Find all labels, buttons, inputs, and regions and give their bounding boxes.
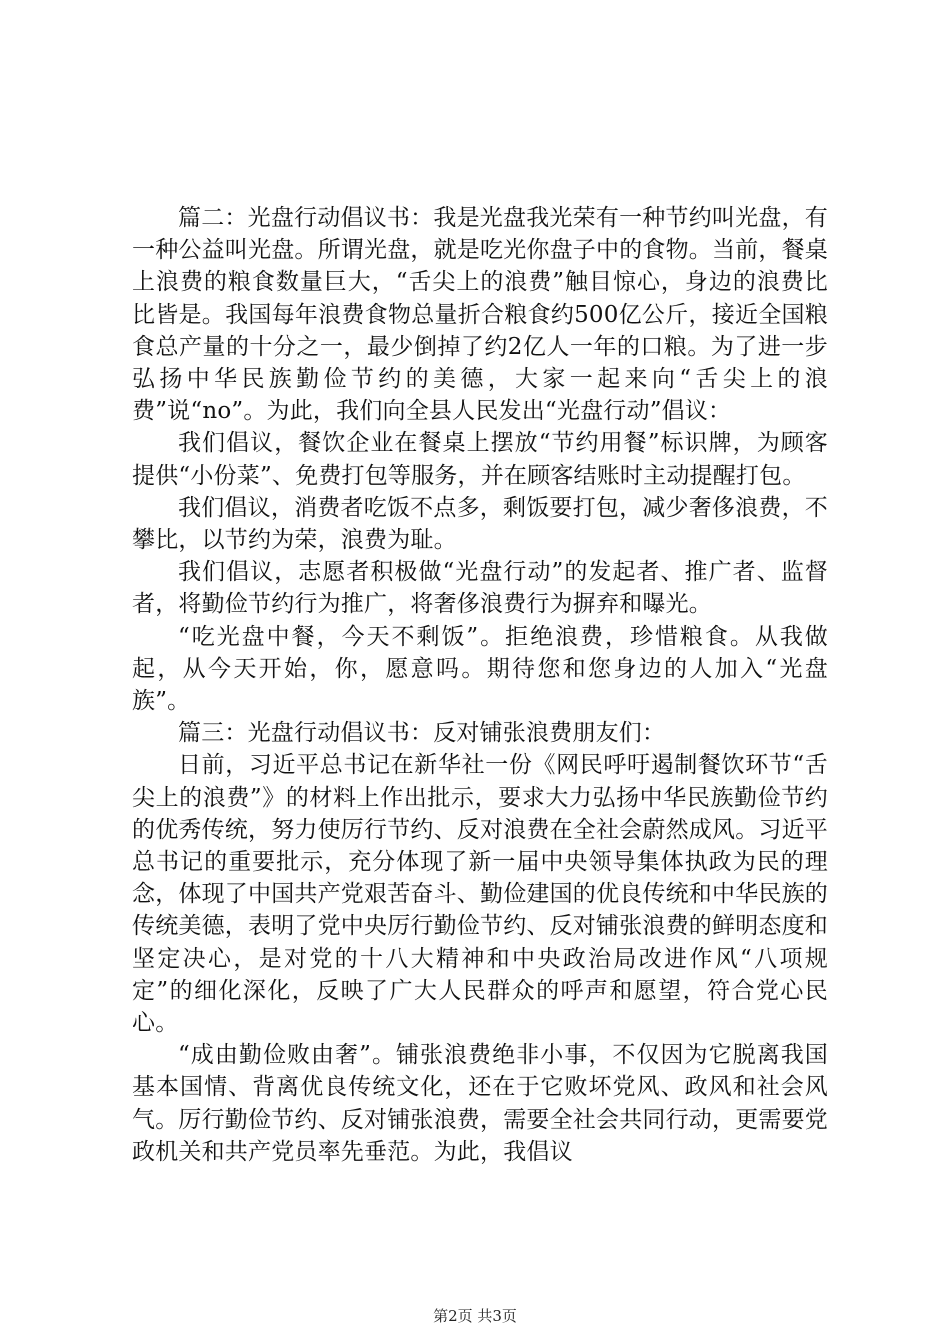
paragraph-proposal-restaurants: 我们倡议，餐饮企业在餐桌上摆放“节约用餐”标识牌，为顾客提供“小份菜”、免费打包等服务，并在顾客结账时主动提醒打包。	[132, 430, 828, 489]
document-body	[132, 202, 828, 1168]
paragraph-diligence-thrift: “成由勤俭败由奢”。铺张浪费绝非小事，不仅因为它脱离我国基本国情、背离优良传统文化，还在于它败坏党风、政风和社会风气。厉行勤俭节约、反对铺张浪费，需要全社会共同行动，更需要党政机关和共产党员率先垂范。为此，我倡议	[132, 1042, 828, 1165]
paragraph-instruction-background: 日前，习近平总书记在新华社一份《网民呼吁遏制餐饮环节“舌尖上的浪费”》的材料上作出批示，要求大力弘扬中华民族勤俭节约的优秀传统，努力使厉行节约、反对浪费在全社会蔚然成风。习近平总书记的重要批示，充分体现了新一届中央领导集体执政为民的理念，体现了中国共产党艰苦奋斗、勤俭建国的优良传统和中华民族的传统美德，表明了党中央厉行勤俭节约、反对铺张浪费的鲜明态度和坚定决心，是对党的十八大精神和中央政治局改进作风“八项规定”的细化深化，反映了广大人民群众的呼声和愿望，符合党心民心。	[132, 752, 828, 1037]
page-number: 第2页	[433, 1307, 473, 1325]
paragraph-proposal-volunteers: 我们倡议，志愿者积极做“光盘行动”的发起者、推广者、监督者，将勤俭节约行为推广，将奢侈浪费行为摒弃和曝光。	[132, 559, 828, 618]
paragraph-slogan: “吃光盘中餐，今天不剩饭”。拒绝浪费，珍惜粮食。从我做起，从今天开始，你，愿意吗。期待您和您身边的人加入“光盘族”。	[132, 623, 828, 715]
page-total: 共3页	[477, 1307, 517, 1325]
paragraph-proposal-consumers: 我们倡议，消费者吃饭不点多，剩饭要打包，减少奢侈浪费，不攀比，以节约为荣，浪费为耻。	[132, 494, 828, 554]
paragraph-section-two-intro: 篇二：光盘行动倡议书：我是光盘我光荣有一种节约叫光盘，有一种公益叫光盘。所谓光盘，就是吃光你盘子中的食物。当前，餐桌上浪费的粮食数量巨大，“舌尖上的浪费”触目惊心，身边的浪费比比皆是。我国每年浪费食物总量折合粮食约500亿公斤，接近全国粮食总产量的十分之一，最少倒掉了约2亿人一年的口粮。为了进一步弘扬中华民族勤俭节约的美德，大家一起来向“舌尖上的浪费”说“no”。为此，我们向全县人民发出“光盘行动”倡议：	[132, 205, 828, 425]
page-footer	[0, 1306, 950, 1326]
paragraph-section-three-title: 篇三：光盘行动倡议书：反对铺张浪费朋友们：	[178, 720, 666, 747]
